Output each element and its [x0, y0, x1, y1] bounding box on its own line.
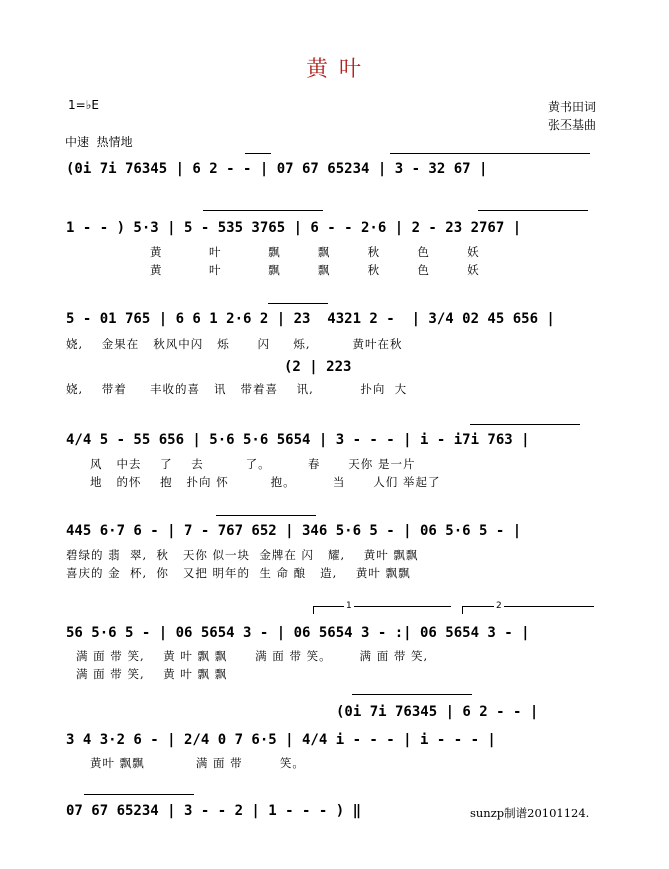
- lyrics-system-6-verse-1: 满 面 带 笑, 黄 叶 飘 飘 满 面 带 笑。 满 面 带 笑,: [76, 649, 429, 663]
- lyrics-system-2-verse-1: 黄 叶 飘 飘 秋 色 妖: [150, 245, 480, 259]
- slur: [352, 694, 472, 695]
- lyrics-system-5-verse-1: 碧绿的 翡 翠, 秋 天你 似一块 金牌在 闪 耀, 黄叶 飘飘: [66, 548, 419, 562]
- key-signature: 1=♭E: [68, 98, 99, 112]
- volta-bracket-1: [313, 606, 451, 607]
- slur: [268, 303, 328, 304]
- slur: [245, 153, 271, 154]
- volta-bracket-1-edge: [313, 606, 314, 614]
- lyrics-system-4-verse-2: 地 的怀 抱 扑向 怀 抱。 当 人们 举起了: [90, 475, 441, 489]
- score-system-6-notes: 56 5·6 5 - | 06 5654 3 - | 06 5654 3 - :| 06 5654 3 - |: [66, 625, 530, 641]
- lyrics-system-3-verse-2: 娆, 带着 丰收的喜 讯 带着喜 讯, 扑向 大: [66, 382, 408, 396]
- tempo-marking: 中速 热情地: [65, 135, 133, 149]
- lyrics-system-5-verse-2: 喜庆的 金 杯, 你 又把 明年的 生 命 酿 造, 黄叶 飘飘: [66, 566, 411, 580]
- slur: [203, 210, 323, 211]
- score-system-1-notes: (0i 7i 76345 | 6 2 - - | 07 67 65234 | 3 - 32 67 |: [66, 161, 488, 177]
- coda-intro-notes: (0i 7i 76345 | 6 2 - - |: [336, 704, 539, 720]
- lyrics-system-6-verse-2: 满 面 带 笑, 黄 叶 飘 飘: [76, 667, 228, 681]
- song-title: 黄 叶: [306, 57, 363, 82]
- slur: [390, 153, 590, 154]
- volta-bracket-2: [462, 606, 594, 607]
- volta-label-2: 2: [496, 601, 502, 611]
- slur: [216, 515, 316, 516]
- score-system-2-notes: 1 - - ) 5·3 | 5 - 535 3765 | 6 - - 2·6 | 2 - 23 2767 |: [66, 220, 522, 236]
- volta-label-1: 1: [346, 601, 352, 611]
- score-system-8-notes: 07 67 65234 | 3 - - 2 | 1 - - - ) ‖: [66, 803, 362, 819]
- transcriber-signature: sunzp制谱20101124.: [470, 806, 590, 820]
- lyrics-system-2-verse-2: 黄 叶 飘 飘 秋 色 妖: [150, 263, 480, 277]
- lyrics-system-4-verse-1: 风 中去 了 去 了。 春 天你 是一片: [90, 457, 416, 471]
- score-system-7-notes: 3 4 3·2 6 - | 2/4 0 7 6·5 | 4/4 i - - - | i - - - |: [66, 732, 496, 748]
- pickup-notes: (2 | 223: [284, 359, 352, 375]
- lyrics-system-3-verse-1: 娆, 金果在 秋风中闪 烁 闪 烁, 黄叶在秋: [66, 337, 403, 351]
- score-system-3-notes: 5 - 01 765 | 6 6 1 2·6 2 | 23 4321 2 - | 3/4 02 45 656 |: [66, 311, 555, 327]
- slur: [84, 794, 194, 795]
- composer: 张丕基曲: [548, 118, 597, 132]
- score-system-5-notes: 445 6·7 6 - | 7 - 767 652 | 346 5·6 5 - | 06 5·6 5 - |: [66, 523, 522, 539]
- lyricist: 黄书田词: [548, 100, 597, 114]
- score-system-4-notes: 4/4 5 - 55 656 | 5·6 5·6 5654 | 3 - - - | i - i7i 763 |: [66, 432, 530, 448]
- volta-bracket-2-edge: [462, 606, 463, 614]
- slur: [470, 424, 580, 425]
- lyrics-system-7: 黄叶 飘飘 满 面 带 笑。: [90, 756, 305, 770]
- slur: [478, 210, 588, 211]
